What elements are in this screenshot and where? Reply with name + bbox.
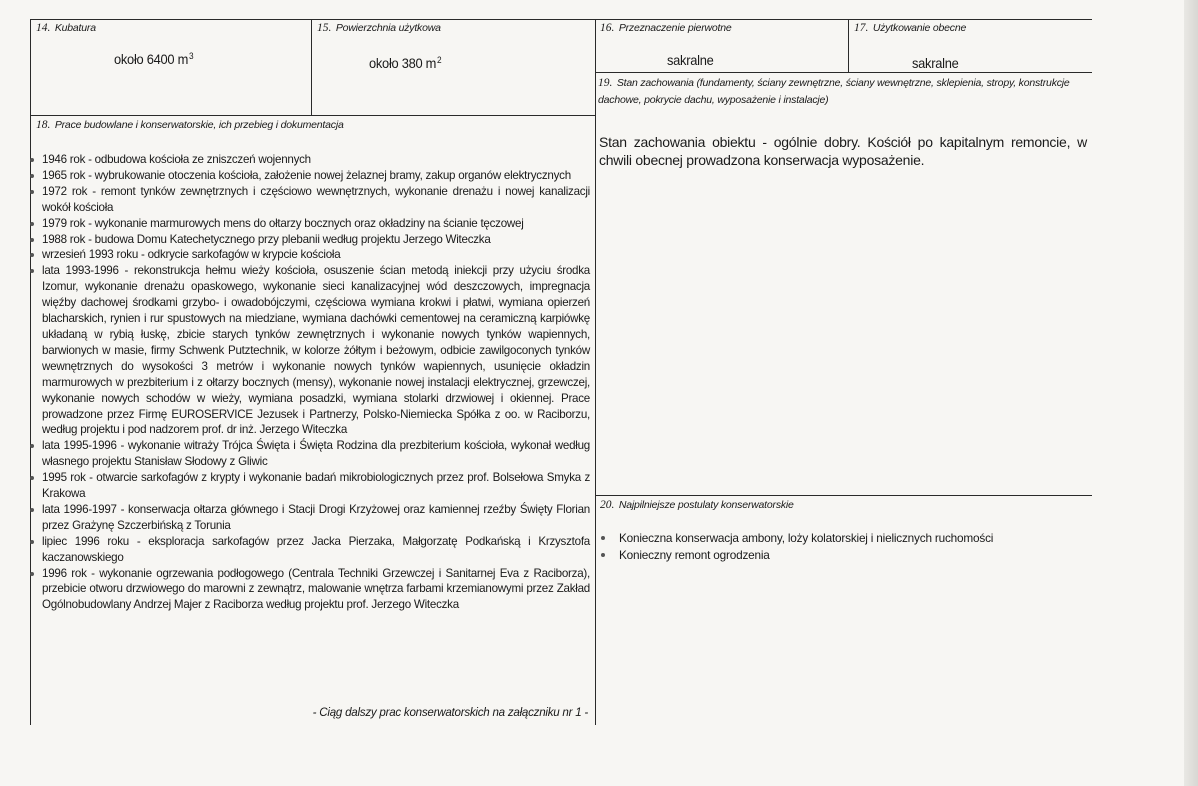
divider-16-17 (848, 19, 849, 72)
field-20-number: 20. (600, 499, 615, 511)
list-item (30, 438, 590, 470)
list-item (601, 530, 1091, 547)
list-item (30, 502, 590, 534)
field-15-label: Powierzchnia użytkowa (335, 22, 441, 34)
cubature-value: około 6400 m (114, 51, 189, 67)
works-list (30, 152, 590, 613)
field-14-number: 14. (36, 22, 51, 34)
floor-area-value: około 380 m (369, 55, 437, 71)
postulates-list (601, 530, 1091, 564)
list-item-text: Konieczna konserwacja ambony, loży kolatorskiej i nielicznych ruchomości (619, 531, 994, 545)
original-purpose-value: sakralne (667, 52, 714, 68)
list-item (601, 547, 1091, 564)
field-19-number: 19. (598, 77, 613, 89)
field-15-value (369, 55, 441, 71)
bullet-icon (30, 190, 34, 194)
field-19-label: Stan zachowania (fundamenty, ściany zewnętrzne, ściany wewnętrzne, sklepienia, stropy, konstrukcje dachowe, pokrycie dachu, wyposażenie i instalacje) (598, 77, 1070, 106)
field-17-label: Użytkowanie obecne (872, 22, 967, 34)
condition-description: Stan zachowania obiektu - ogólnie dobry. Kościół po kapitalnym remoncie, w chwili obecnej prowadzona konserwacja wyposażenie. (599, 134, 1087, 168)
center-divider (595, 19, 596, 725)
list-item-text: Konieczny remont ogrodzenia (619, 548, 770, 562)
list-item-text: lata 1995-1996 - wykonanie witraży Trójca Święta i Święta Rodzina dla prezbiterium kościoła, wykonał według własnego projektu Stanisław Słodowy z Gliwic (42, 439, 590, 469)
bullet-icon (30, 222, 34, 226)
list-item-text: lata 1993-1996 - rekonstrukcja hełmu wieży kościoła, osuszenie ścian metodą iniekcji przy użyciu środka Izomur, wykonanie drenażu opaskowego, wykonanie sieci kanalizacyjnej wód deszczowych, impregnacja więźby dachowej środkami grzybo- i owadobójczymi, częściowa wymiana krokwi i płatwi, wymiana opierzeń blacharskich, rynien i rur spustowych na miedziane, wymiana dachówki cementowej na ceramiczną karpiówkę układaną w rybią łuskę, zbicie starych tynków zewnętrznych i wykonanie nowych tynków wapiennych, barwionych w masie, firmy Schwenk Putztechnik, w kolorze żółtym i beżowym, odbicie zawilgoconych tynków wewnętrznych do wysokości 3 metrów i wykonanie nowych tynków wapiennych, usunięcie okładzin marmurowych w prezbiterium i z ołtarzy bocznych (mensy), wykonanie nowej instalacji elektrycznej, grzewczej, wykonanie nowych schodów w wieży, wymiana posadzki, wymiana stolarki drzwiowej i okiennej. Prace prowadzone przez Firmę EUROSERVICE Jezusek i Partnerzy, Polsko-Niemiecka Spółka z oo. w Raciborzu, według projektu i pod nadzorem prof. dr inż. Jerzego Witeczka (42, 264, 590, 437)
continuation-note: - Ciąg dalszy prac konserwatorskich na załączniku nr 1 - (312, 706, 588, 719)
field-16-label: Przeznaczenie pierwotne (618, 22, 732, 34)
field-17-header (854, 20, 966, 35)
field-20-label: Najpilniejsze postulaty konserwatorskie (618, 499, 794, 511)
bullet-icon (30, 444, 34, 448)
list-item (30, 247, 590, 263)
bullet-icon (30, 476, 34, 480)
field-14-label: Kubatura (54, 22, 96, 34)
list-item (30, 232, 590, 248)
field-19-header (598, 74, 1088, 108)
rule-below-16-17 (595, 72, 1092, 73)
list-item (30, 152, 590, 168)
field-18-number: 18. (36, 119, 51, 131)
list-item (30, 216, 590, 232)
bullet-icon (30, 158, 34, 162)
bullet-icon (30, 269, 34, 273)
list-item-text: 1988 rok - budowa Domu Katechetycznego przy plebanii według projektu Jerzego Witeczka (42, 232, 491, 246)
list-item (30, 263, 590, 438)
scan-edge-shadow (1184, 0, 1198, 786)
field-15-number: 15. (317, 22, 332, 34)
floor-area-unit-exponent: 2 (437, 55, 442, 65)
field-18-header (36, 117, 344, 132)
list-item (30, 168, 590, 184)
bullet-icon (601, 536, 605, 540)
cubature-unit-exponent: 3 (188, 51, 194, 61)
bullet-icon (30, 253, 34, 257)
field-14-header (36, 20, 96, 35)
list-item-text: 1995 rok - otwarcie sarkofagów z krypty i wykonanie badań mikrobiologicznych przez prof. Bolsełowa Smyka z Krakowa (42, 471, 590, 501)
list-item-text: 1965 rok - wybrukowanie otoczenia kościoła, założenie nowej żelaznej bramy, zakup organów elektrycznych (42, 168, 571, 182)
list-item (30, 534, 590, 566)
field-20-header (600, 497, 794, 512)
bullet-icon (601, 553, 605, 557)
list-item (30, 566, 590, 614)
field-14-value (114, 51, 193, 67)
list-item-text: 1979 rok - wykonanie marmurowych mens do ołtarzy bocznych oraz okładziny na ścianie tęczowej (42, 216, 524, 230)
list-item-text: wrzesień 1993 roku - odkrycie sarkofagów w krypcie kościoła (42, 248, 341, 262)
current-use-value: sakralne (912, 55, 959, 71)
list-item-text: 1946 rok - odbudowa kościoła ze zniszczeń wojennych (42, 153, 311, 166)
field-16-number: 16. (600, 22, 615, 34)
divider-14-15 (311, 19, 312, 115)
list-item-text: 1996 rok - wykonanie ogrzewania podłogowego (Centrala Techniki Grzewczej i Sanitarnej Eva z Raciborza), przebicie otworu drzwiowego do marowni z zewnątrz, malowanie wnętrza farbami krzemianowymi przez Zakład Ogólnobudowlany Andrzej Majer z Raciborza według projektu prof. Jerzego Witeczka (42, 566, 590, 612)
field-18-label: Prace budowlane i konserwatorskie, ich przebieg i dokumentacja (54, 119, 344, 131)
rule-below-14-15 (30, 115, 595, 116)
list-item (30, 470, 590, 502)
list-item-text: lata 1996-1997 - konserwacja ołtarza głównego i Stacji Drogi Krzyżowej oraz kamiennej rzeźby Święty Florian przez Grażynę Szczerbińską z Torunia (42, 502, 590, 532)
bullet-icon (30, 540, 34, 544)
field-15-header (317, 20, 441, 35)
list-item-text: 1972 rok - remont tynków zewnętrznych i częściowo wewnętrznych, wykonanie drenażu i nowej kanalizacji wokół kościoła (42, 184, 590, 214)
field-17-number: 17. (854, 22, 869, 34)
bullet-icon (30, 238, 34, 242)
bullet-icon (30, 572, 34, 576)
field-16-header (600, 20, 732, 35)
bullet-icon (30, 174, 34, 178)
rule-above-20 (595, 495, 1092, 496)
list-item (30, 184, 590, 216)
list-item-text: lipiec 1996 roku - eksploracja sarkofagów przez Jacka Pierzaka, Małgorzatę Podkańską i Krzysztofa kaczanowskiego (42, 534, 590, 564)
bullet-icon (30, 508, 34, 512)
